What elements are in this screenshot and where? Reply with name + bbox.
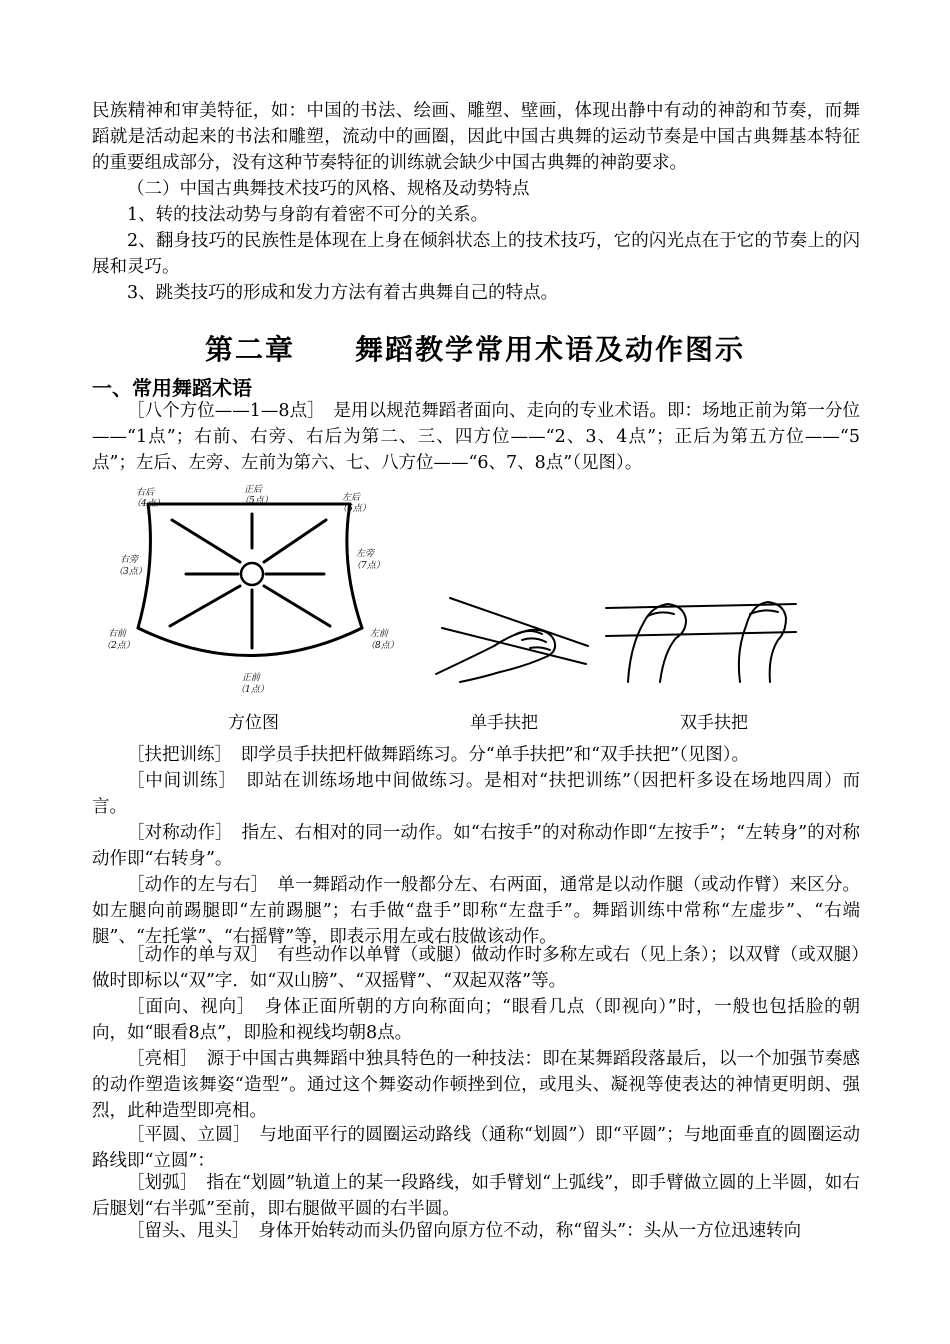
label-point-4: （4点） bbox=[132, 499, 165, 509]
label-left-back: 左后 bbox=[342, 493, 361, 503]
term-pose: ［亮相］ 源于中国古典舞蹈中独具特色的一种技法：即在某舞蹈段落最后，以一个加强节奏感的动作塑造该舞姿“造型”。通过这个舞姿动作顿挫到位，或甩头、凝视等使表达的神情更明朗、强烈，此种造型即亮相。 bbox=[92, 1049, 860, 1121]
double-hand-barre-figure bbox=[600, 596, 800, 688]
chapter-title: 第二章 舞蹈教学常用术语及动作图示 bbox=[204, 333, 745, 366]
label-point-2: （2点） bbox=[102, 641, 135, 651]
list-item-3: 3、跳类技巧的形成和发力方法有着古典舞自己的特点。 bbox=[127, 283, 559, 303]
label-point-7: （7点） bbox=[352, 561, 385, 571]
direction-caption: 方位图 bbox=[228, 713, 279, 733]
list-item-2: 2、翻身技巧的民族性是体现在上身在倾斜状态上的技术技巧，它的闪光点在于它的节奏上的闪展和灵巧。 bbox=[92, 231, 860, 277]
term-facing-gaze: ［面向、视向］ 身体正面所朝的方向称面向；“眼看几点（即视向）”时，一般也包括脸的朝向，如“眼看8点”，即脸和视线均朝8点。 bbox=[92, 997, 860, 1043]
label-point-5: （5点） bbox=[240, 496, 273, 506]
single-hand-barre-figure bbox=[430, 588, 590, 683]
term-eight-directions: ［八个方位——1—8点］ 是用以规范舞蹈者面向、走向的专业术语。即：场地正前为第一分位——“1点”；右前、右旁、右后为第二、三、四方位——“2、3、4点”；正后为第五方位——“5点”；左后、左旁、左前为第六、七、八方位——“6、7、8点”（见图）。 bbox=[92, 401, 860, 473]
term-circles: ［平圆、立圆］ 与地面平行的圆圈运动路线（通称“划圆”）即“平圆”；与地面垂直的圆圈运动路线即“立圆”： bbox=[92, 1125, 860, 1171]
double-hand-caption: 双手扶把 bbox=[680, 713, 748, 733]
direction-diagram bbox=[100, 478, 410, 703]
label-left-side: 左旁 bbox=[356, 549, 375, 559]
label-point-8: （8点） bbox=[366, 641, 399, 651]
label-right-front: 右前 bbox=[108, 629, 127, 639]
term-barre-training: ［扶把训练］ 即学员手扶把杆做舞蹈练习。分“单手扶把”和“双手扶把”（见图）。 bbox=[127, 745, 750, 765]
term-center-training: ［中间训练］ 即站在训练场地中间做练习。是相对“扶把训练”（因把杆多设在场地四周）而言。 bbox=[92, 771, 860, 817]
subheading-two: （二）中国古典舞技术技巧的风格、规格及动势特点 bbox=[127, 179, 530, 199]
term-left-right: ［动作的左与右］ 单一舞蹈动作一般都分左、右两面，通常是以动作腿（或动作臂）来区分。如左腿向前踢腿即“左前踢腿”；右手做“盘手”即称“左盘手”。舞蹈训练中常称“左虚步”、“右端腿”、“左托掌”、“右摇臂”等，即表示用左或右肢做该动作。 bbox=[92, 875, 860, 947]
intro-paragraph: 民族精神和审美特征，如：中国的书法、绘画、雕塑、壁画，体现出静中有动的神韵和节奏，而舞蹈就是活动起来的书法和雕塑，流动中的画圈，因此中国古典舞的运动节奏是中国古典舞基本特征的重要组成部分，没有这种节奏特征的训练就会缺少中国古典舞的神韵要求。 bbox=[92, 101, 860, 173]
term-symmetric-action: ［对称动作］ 指左、右相对的同一动作。如“右按手”的对称动作即“左按手”；“左转身”的对称动作即“右转身”。 bbox=[92, 823, 860, 869]
label-point-3: （3点） bbox=[114, 567, 147, 577]
term-arc: ［划弧］ 指在“划圆”轨道上的某一段路线，如手臂划“上弧线”，即手臂做立圆的上半圆，如右后腿划“右半弧”至前，即右腿做平圆的右半圆。 bbox=[92, 1173, 860, 1219]
label-point-6: （6点） bbox=[338, 504, 371, 514]
term-single-double: ［动作的单与双］ 有些动作以单臂（或腿）做动作时多称左或右（见上条）；以双臂（或双腿）做时即标以“双”字．如“双山膀”、“双摇臂”、“双起双落”等。 bbox=[92, 945, 860, 991]
label-point-1: （1点） bbox=[236, 685, 269, 695]
section-title: 一、常用舞蹈术语 bbox=[92, 376, 252, 400]
label-right-side: 右旁 bbox=[120, 555, 139, 565]
term-head-turn: ［留头、甩头］ 身体开始转动而头仍留向原方位不动，称“留头”：头从一方位迅速转向 bbox=[127, 1221, 802, 1241]
label-back: 正后 bbox=[244, 485, 263, 495]
list-item-1: 1、转的技法动势与身韵有着密不可分的关系。 bbox=[127, 205, 489, 225]
label-right-back: 右后 bbox=[136, 488, 155, 498]
label-left-front: 左前 bbox=[370, 629, 389, 639]
label-front: 正前 bbox=[242, 673, 261, 683]
single-hand-caption: 单手扶把 bbox=[470, 713, 538, 733]
